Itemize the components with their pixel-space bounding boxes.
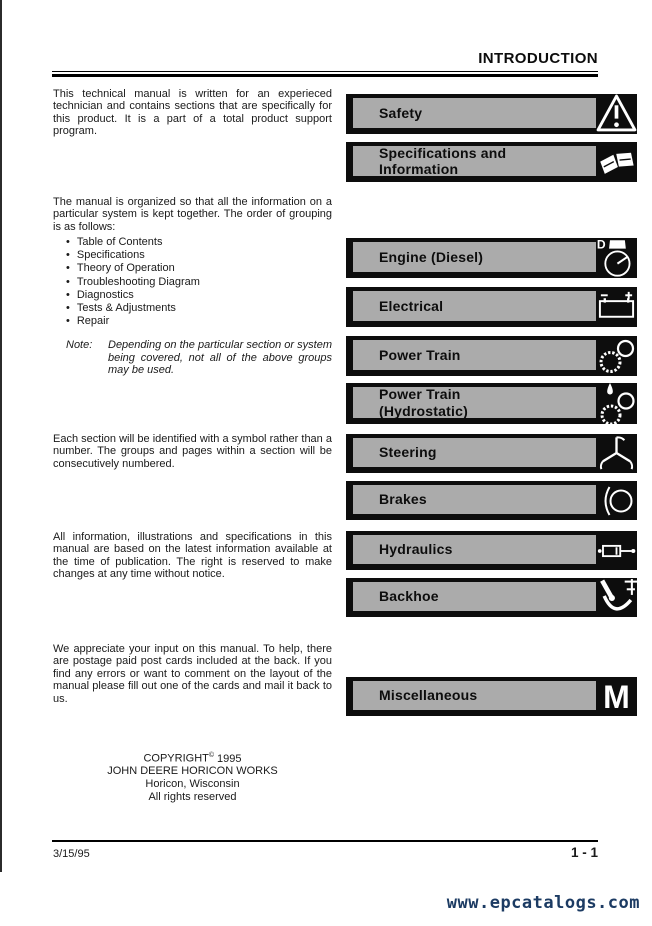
watermark-url-link[interactable]: www.epcatalogs.com [446,893,640,913]
bullet-item: • Troubleshooting Diagram [66,276,326,289]
bullet-item: • Table of Contents [66,236,326,249]
copyright-year: 1995 [217,752,242,765]
svg-text:D: D [596,237,606,252]
section-electrical [346,287,637,327]
steering-wheel-icon [596,431,637,477]
section-backhoe [346,578,637,617]
section-label: Power Train [379,386,461,402]
copyright-block [53,750,332,804]
page-title: INTRODUCTION [478,50,598,67]
grouping-bullet-list [66,236,326,328]
bullet-item: • Specifications [66,249,326,262]
section-label: (Hydrostatic) [379,402,468,419]
bullet-item: • Repair [66,315,326,328]
copyright-symbol: © [208,752,215,759]
intro-paragraph-3: Each section will be identified with a symbol rather than a number. The groups and pages within a section will be consecutively numbered. [53,433,332,470]
bullet-item: • Diagnostics [66,289,326,302]
copyright-line-4: All rights reserved [148,791,237,804]
section-label: Electrical [379,297,444,314]
section-label: Backhoe [379,588,439,605]
header-rule [52,71,598,77]
intro-paragraph-1: This technical manual is written for an experieced technician and contains sections that are specifically for this product. It is a part of a total product support program. [53,88,332,138]
section-power-train-hydrostatic [346,383,637,424]
brake-drum-icon [596,478,637,524]
section-hydraulics [346,531,637,570]
diesel-engine-gauge-icon [596,235,637,281]
section-label: Power Train [379,346,461,363]
bullet-item: • Tests & Adjustments [66,302,326,315]
hydraulic-cylinder-icon [596,528,637,574]
section-brakes [346,481,637,520]
intro-paragraph-5: We appreciate your input on this manual. To help, there are postage paid post cards included at the back. If you find any errors or want to comment on the layout of the manual please fill out one of the cards and mail it back to us. [53,643,332,705]
backhoe-bucket-icon [596,575,637,621]
section-label: Steering [379,444,437,461]
footer-rule [52,840,598,842]
bullet-item: • Theory of Operation [66,262,326,275]
section-label: Miscellaneous [379,687,478,704]
open-book-icon [596,139,637,185]
section-steering [346,434,637,473]
copyright-line-2: JOHN DEERE HORICON WORKS [107,765,278,778]
battery-icon [596,284,637,330]
intro-paragraph-2: The manual is organized so that all the information on a particular system is kept together. The order of grouping is as follows: [53,196,332,233]
section-label: Information [379,161,459,177]
note-label: Note: [66,339,93,351]
section-specifications-information [346,142,637,182]
section-power-train [346,336,637,376]
section-engine-diesel [346,238,637,278]
warning-triangle-icon [596,91,637,137]
gears-droplet-icon [596,381,637,427]
note-text: Depending on the particular section or system being covered, not all of the above groups may be used. [108,339,332,377]
section-label: Hydraulics [379,541,453,558]
page-number: 1 - 1 [570,845,598,860]
gears-icon [596,333,637,379]
footer-date: 3/15/95 [53,848,90,860]
note-block [66,339,332,377]
letter-m-icon: M [603,678,630,715]
section-label: Brakes [379,491,427,508]
section-label: Safety [379,104,423,121]
section-label: Specifications and [379,144,507,161]
section-label: Engine (Diesel) [379,248,484,265]
copyright-line-3: Horicon, Wisconsin [145,778,240,791]
section-miscellaneous [346,677,637,716]
copyright-line-1: COPYRIGHT© 1995 [143,752,242,765]
intro-paragraph-4: All information, illustrations and specifications in this manual are based on the latest information available at the time of publication. The right is reserved to make changes at any time without notice. [53,531,332,581]
scan-edge-artifact [0,0,2,872]
section-safety [346,94,637,134]
